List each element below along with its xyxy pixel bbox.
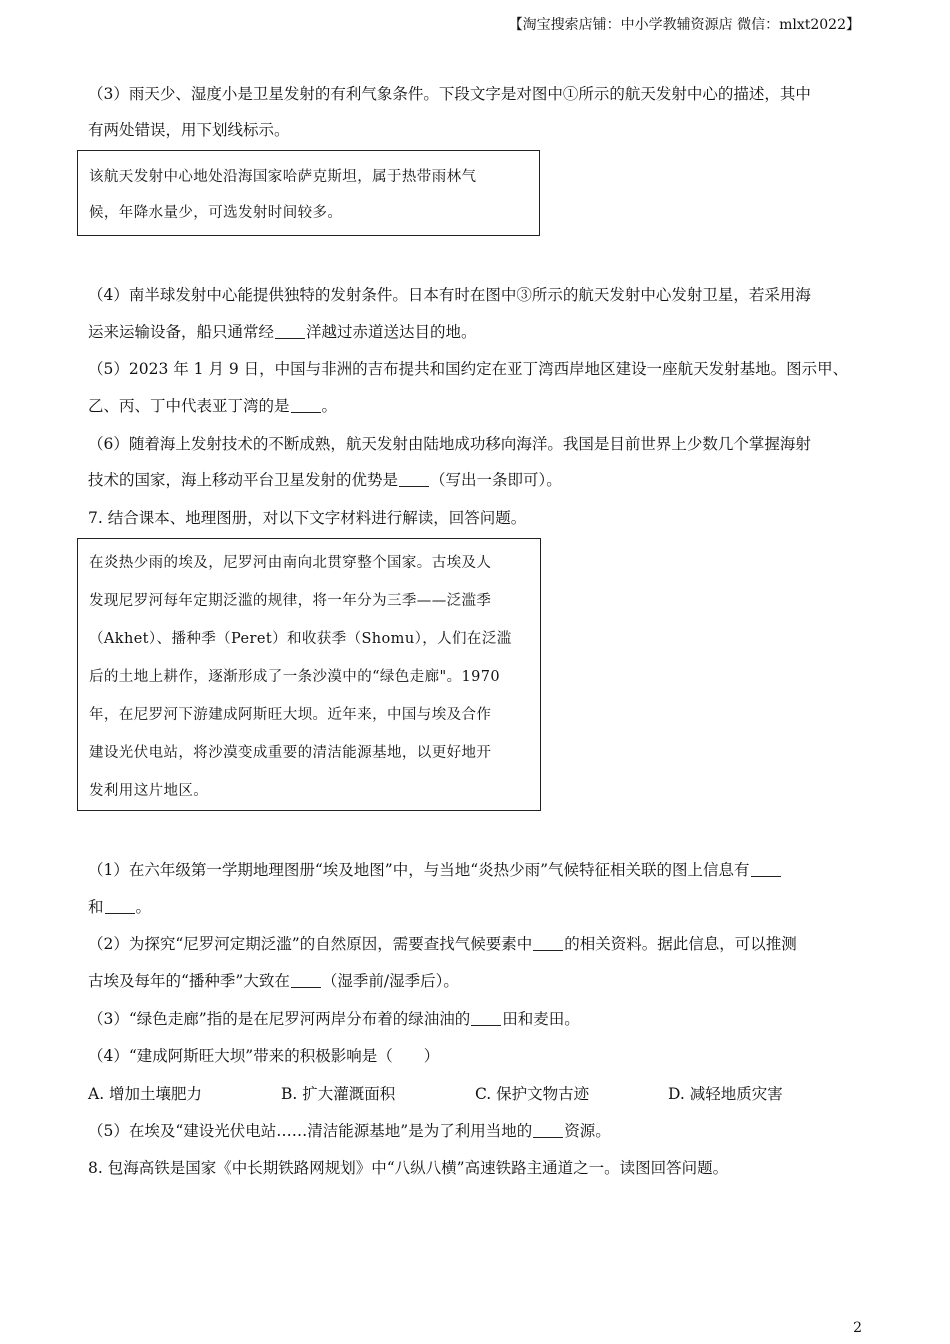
q7-5-post: 资源。 <box>564 1122 611 1140</box>
option-c[interactable]: C. 保护文物古迹 <box>475 1085 590 1103</box>
q7-box-line1: 在炎热少雨的埃及，尼罗河由南向北贯穿整个国家。古埃及人 <box>89 555 492 571</box>
answer-blank[interactable] <box>533 936 563 951</box>
q6-4-line1: （4）南半球发射中心能提供独特的发射条件。日本有时在图中③所示的航天发射中心发射卫星，若采用海 <box>88 286 811 304</box>
q6-5-line2-pre: 乙、丙、丁中代表亚丁湾的是 <box>88 397 290 415</box>
q7-1-line1 <box>88 858 782 880</box>
q6-4-line2 <box>88 320 477 342</box>
q7-3-post: 田和麦田。 <box>502 1010 580 1028</box>
q6-6-line2-pre: 技术的国家，海上移动平台卫星发射的优势是 <box>88 471 399 489</box>
answer-blank[interactable] <box>291 398 321 413</box>
q6-6-line1: （6）随着海上发射技术的不断成熟，航天发射由陆地成功移向海洋。我国是目前世界上少数几个掌握海射 <box>88 435 811 453</box>
q8-title: 8. 包海高铁是国家《中长期铁路网规划》中“八纵八横”高速铁路主通道之一。读图回答问题。 <box>88 1159 729 1177</box>
q6-3-box-line2: 候，年降水量少，可选发射时间较多。 <box>89 205 343 221</box>
q7-4: （4）“建成阿斯旺大坝”带来的积极影响是（ ） <box>88 1047 440 1065</box>
q6-3-line1: （3）雨天少、湿度小是卫星发射的有利气象条件。下段文字是对图中①所示的航天发射中心的描述，其中 <box>88 85 811 103</box>
q7-2-line2 <box>88 969 459 991</box>
q7-box-line4: 后的土地上耕作，逐渐形成了一条沙漠中的“绿色走廊"。1970 <box>89 669 500 685</box>
q7-textbox <box>77 538 541 811</box>
q6-3-textbox <box>77 150 540 236</box>
q6-6-line2-post: （写出一条即可）。 <box>430 471 562 489</box>
q6-4-line2-post: 洋越过赤道送达目的地。 <box>306 323 477 341</box>
q7-box-line3: （Akhet）、播种季（Peret）和收获季（Shomu），人们在泛滥 <box>89 631 512 647</box>
q7-3-pre: （3）“绿色走廊”指的是在尼罗河两岸分布着的绿油油的 <box>88 1010 471 1028</box>
q7-1-line2 <box>88 895 151 917</box>
q7-5-pre: （5）在埃及“建设光伏电站……清洁能源基地”是为了利用当地的 <box>88 1122 533 1140</box>
q7-2-line1-post: 的相关资料。据此信息，可以推测 <box>564 935 797 953</box>
q7-1-line2-post: 。 <box>135 898 152 916</box>
option-b[interactable]: B. 扩大灌溉面积 <box>281 1085 396 1103</box>
q7-2-line2-post: （湿季前/湿季后）。 <box>321 972 459 990</box>
q7-box-line5: 年，在尼罗河下游建成阿斯旺大坝。近年来，中国与埃及合作 <box>89 707 492 723</box>
page-number: 2 <box>853 1320 862 1336</box>
q7-box-line7: 发利用这片地区。 <box>89 783 209 799</box>
q7-box-line2: 发现尼罗河每年定期泛滥的规律，将一年分为三季——泛滥季 <box>89 593 492 609</box>
q7-3 <box>88 1007 580 1029</box>
q6-3-box-line1: 该航天发射中心地处沿海国家哈萨克斯坦，属于热带雨林气 <box>89 169 477 185</box>
answer-blank[interactable] <box>275 324 305 339</box>
q7-box-line6: 建设光伏电站，将沙漠变成重要的清洁能源基地，以更好地开 <box>89 745 492 761</box>
q7-1-line1-text: （1）在六年级第一学期地理图册“埃及地图”中，与当地“炎热少雨”气候特征相关联的图上信息有 <box>88 861 750 879</box>
answer-blank[interactable] <box>291 973 321 988</box>
answer-blank[interactable] <box>471 1011 501 1026</box>
option-d[interactable]: D. 减轻地质灾害 <box>668 1085 783 1103</box>
q7-2-line2-pre: 古埃及每年的“播种季”大致在 <box>88 972 290 990</box>
answer-blank[interactable] <box>751 862 781 877</box>
q6-5-line2-post: 。 <box>321 397 338 415</box>
page-header: 【淘宝搜索店铺：中小学教辅资源店 微信：mlxt2022】 <box>508 17 860 33</box>
q6-5-line1: （5）2023 年 1 月 9 日，中国与非洲的吉布提共和国约定在亚丁湾西岸地区建设一座航天发射基地。图示甲、 <box>88 360 849 378</box>
q7-title: 7. 结合课本、地理图册，对以下文字材料进行解读，回答问题。 <box>88 509 527 527</box>
q7-2-line1-pre: （2）为探究“尼罗河定期泛滥”的自然原因，需要查找气候要素中 <box>88 935 533 953</box>
q7-2-line1 <box>88 932 797 954</box>
q6-6-line2 <box>88 468 562 490</box>
q6-4-line2-pre: 运来运输设备，船只通常经 <box>88 323 275 341</box>
answer-blank[interactable] <box>105 899 135 914</box>
q6-3-line2: 有两处错误，用下划线标示。 <box>88 121 290 139</box>
option-a[interactable]: A. 增加土壤肥力 <box>88 1085 203 1103</box>
q6-5-line2 <box>88 394 337 416</box>
q7-5 <box>88 1119 611 1141</box>
answer-blank[interactable] <box>399 472 429 487</box>
q7-1-line2-pre: 和 <box>88 898 104 916</box>
answer-blank[interactable] <box>533 1123 563 1138</box>
